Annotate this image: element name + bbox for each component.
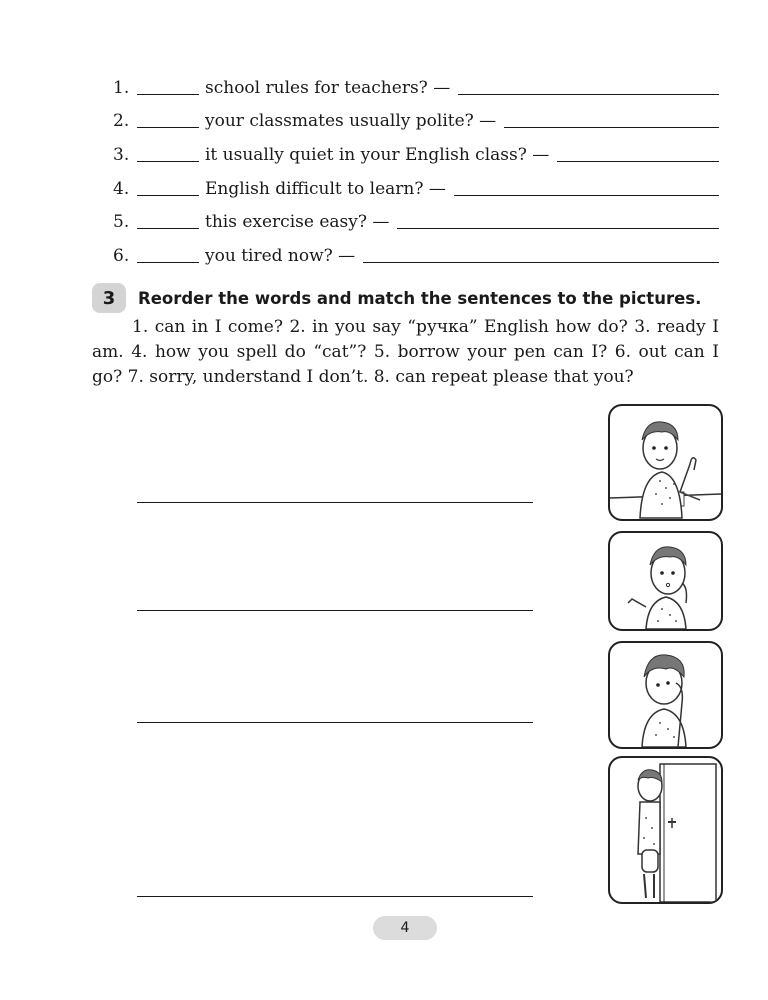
question-row bbox=[113, 68, 719, 98]
boy-shrugging-icon bbox=[610, 533, 721, 629]
answer-line[interactable] bbox=[137, 896, 533, 897]
answer-line[interactable] bbox=[137, 502, 533, 503]
question-text: it usually quiet in your English class? — bbox=[205, 145, 550, 165]
verb-blank[interactable] bbox=[137, 228, 199, 229]
question-row bbox=[113, 202, 719, 232]
boy-at-door-icon bbox=[610, 758, 721, 902]
question-text: your classmates usually polite? — bbox=[205, 111, 497, 131]
question-number: 3. bbox=[113, 145, 130, 165]
question-text: school rules for teachers? — bbox=[205, 78, 451, 98]
verb-blank[interactable] bbox=[137, 161, 199, 162]
picture-frame bbox=[608, 756, 723, 904]
answer-blank[interactable] bbox=[454, 195, 719, 196]
verb-blank[interactable] bbox=[137, 94, 199, 95]
verb-blank[interactable] bbox=[137, 127, 199, 128]
answer-line[interactable] bbox=[137, 722, 533, 723]
question-text: you tired now? — bbox=[205, 246, 356, 266]
boy-listening-icon bbox=[610, 643, 721, 747]
picture-frame bbox=[608, 531, 723, 631]
answer-blank[interactable] bbox=[458, 94, 719, 95]
exercise-instructions: 1. can in I come? 2. in you say “ручка” English how do? 3. ready I am. 4. how you spell do “cat”? 5. borrow your pen can I? 6. out can I go? 7. sorry, understand I don’t. 8. can repeat please that you? bbox=[92, 317, 719, 387]
exercise-number-badge: 3 bbox=[92, 283, 126, 313]
picture-frame bbox=[608, 641, 723, 749]
question-row bbox=[113, 236, 719, 266]
question-number: 2. bbox=[113, 111, 130, 131]
page-number: 4 bbox=[373, 916, 437, 940]
question-number: 6. bbox=[113, 246, 130, 266]
question-row bbox=[113, 101, 719, 131]
question-number: 5. bbox=[113, 212, 130, 232]
exercise-header bbox=[92, 283, 701, 313]
question-text: this exercise easy? — bbox=[205, 212, 390, 232]
answer-blank[interactable] bbox=[557, 161, 719, 162]
answer-blank[interactable] bbox=[397, 228, 719, 229]
verb-blank[interactable] bbox=[137, 195, 199, 196]
answer-line[interactable] bbox=[137, 610, 533, 611]
question-text: English difficult to learn? — bbox=[205, 179, 446, 199]
question-row bbox=[113, 169, 719, 199]
verb-blank[interactable] bbox=[137, 262, 199, 263]
answer-blank[interactable] bbox=[363, 262, 719, 263]
question-number: 1. bbox=[113, 78, 130, 98]
picture-frame bbox=[608, 404, 723, 521]
answer-blank[interactable] bbox=[504, 127, 719, 128]
boy-raising-hand-icon bbox=[610, 406, 721, 519]
question-row bbox=[113, 135, 719, 165]
question-number: 4. bbox=[113, 179, 130, 199]
exercise-title: Reorder the words and match the sentences to the pictures. bbox=[138, 288, 702, 308]
